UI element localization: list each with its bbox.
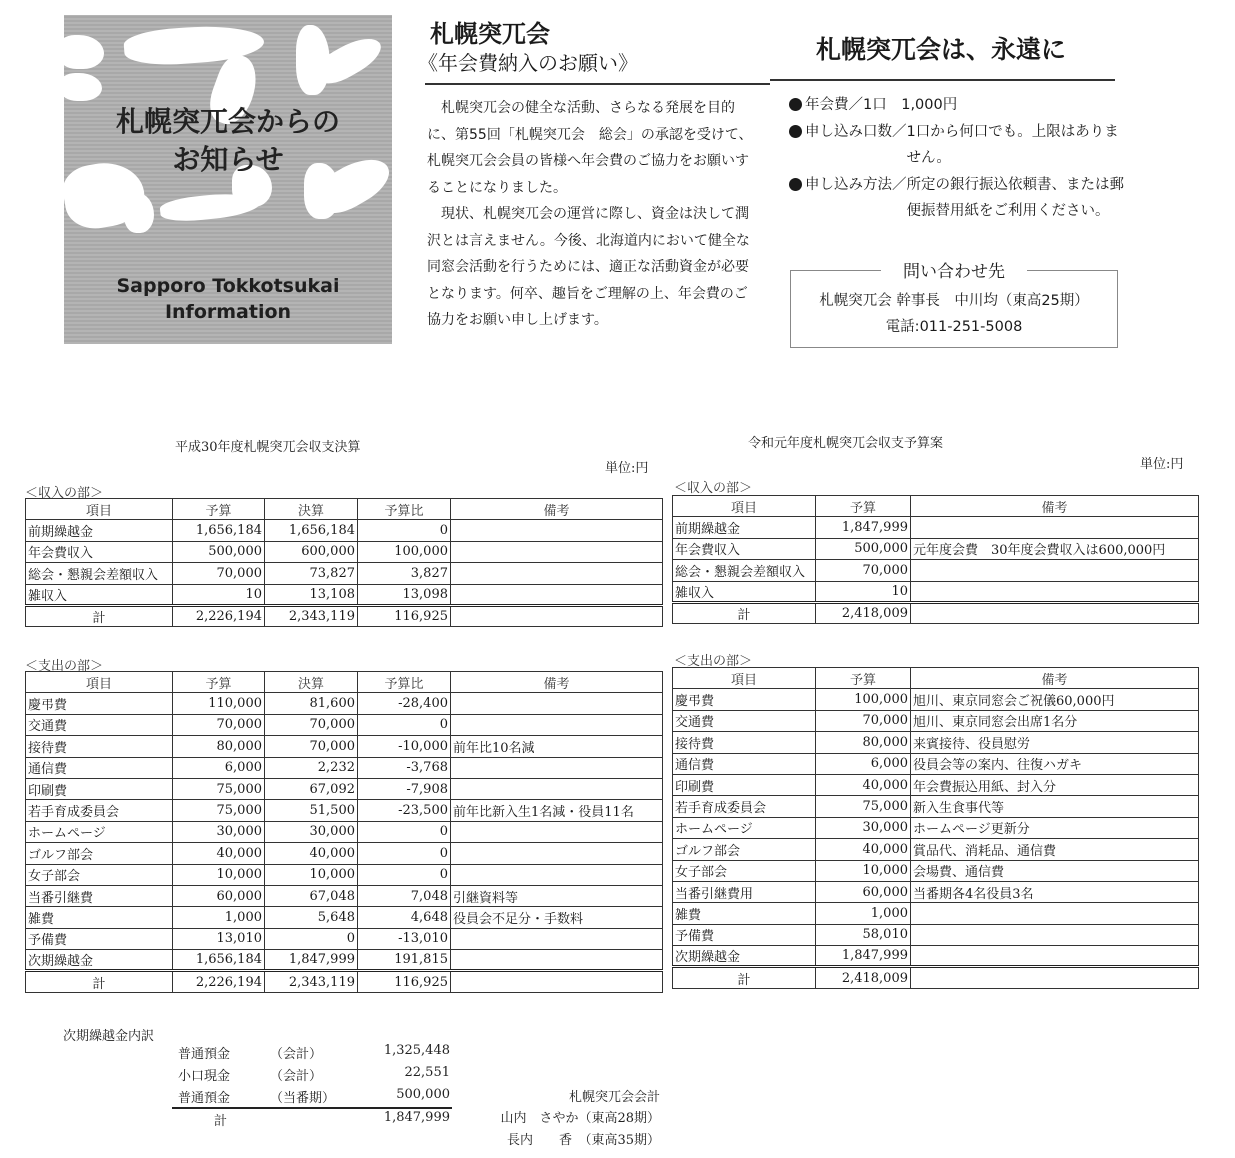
cell-actual: 40,000 <box>265 843 358 864</box>
table-row <box>673 946 1199 967</box>
cell-item: 計 <box>26 605 173 626</box>
cell-budget: 13,010 <box>173 928 265 949</box>
cell-actual: 600,000 <box>265 541 358 562</box>
table-row <box>26 541 663 562</box>
cell-budget: 6,000 <box>173 757 265 778</box>
budget-title: 令和元年度札幌突兀会収支予算案 <box>748 436 944 451</box>
table-row <box>26 885 663 906</box>
cell-note: 前年比新入生1名減・役員11名 <box>451 800 663 821</box>
notice-divider <box>425 83 770 85</box>
bullet-label: 申し込み口数／ <box>805 123 907 140</box>
cell-budget: 10 <box>173 584 265 605</box>
header-item: 項目 <box>26 672 173 693</box>
table-row <box>673 710 1199 731</box>
cell-note <box>451 778 663 799</box>
cell-note <box>911 903 1199 924</box>
cell-item: 雑費 <box>26 907 173 928</box>
table-row <box>673 903 1199 924</box>
cell-actual: 2,343,119 <box>265 971 358 992</box>
cell-actual: 51,500 <box>265 800 358 821</box>
cell-budget: 40,000 <box>816 774 911 795</box>
table-row <box>673 560 1199 581</box>
carryover-name: 普通預金 <box>178 1091 231 1106</box>
table-row <box>26 563 663 584</box>
cell-item: 雑収入 <box>673 581 816 602</box>
header-note: 備考 <box>911 496 1199 517</box>
info-divider <box>770 79 1115 81</box>
cell-item: 若手育成委員会 <box>26 800 173 821</box>
table-row <box>673 689 1199 710</box>
cell-actual: 2,232 <box>265 757 358 778</box>
cell-budget: 70,000 <box>173 714 265 735</box>
settlement-expense-label: ＜支出の部＞ <box>25 659 104 674</box>
cell-note <box>451 864 663 885</box>
cell-item: 次期繰越金 <box>673 946 816 967</box>
header-note: 備考 <box>451 499 663 520</box>
cell-budget: 80,000 <box>173 736 265 757</box>
budget-expense-label: ＜支出の部＞ <box>674 654 753 669</box>
header-diff: 予算比 <box>358 672 451 693</box>
table-header-row <box>673 668 1199 689</box>
cell-item: 接待費 <box>26 736 173 757</box>
signature-role: 札幌突兀会会計 <box>568 1090 660 1105</box>
cell-budget: 100,000 <box>816 689 911 710</box>
cell-note <box>451 714 663 735</box>
info-title: 札幌突兀会は、永遠に <box>816 35 1067 64</box>
notice-body <box>427 95 757 334</box>
cell-item: ゴルフ部会 <box>673 839 816 860</box>
cell-diff: 100,000 <box>358 541 451 562</box>
cell-budget: 1,847,999 <box>816 517 911 538</box>
cell-diff: -13,010 <box>358 928 451 949</box>
cell-note: ホームページ更新分 <box>911 817 1199 838</box>
table-row <box>673 881 1199 902</box>
table-row <box>673 517 1199 538</box>
cell-item: ホームページ <box>26 821 173 842</box>
settlement-unit: 単位:円 <box>605 461 649 476</box>
brush-stroke <box>64 35 104 69</box>
cell-budget: 60,000 <box>173 885 265 906</box>
settlement-income-label: ＜収入の部＞ <box>25 486 104 501</box>
cell-item: 通信費 <box>673 753 816 774</box>
carryover-sub: （会計） <box>270 1069 323 1084</box>
cell-note: 前年比10名減 <box>451 736 663 757</box>
cell-item: 雑費 <box>673 903 816 924</box>
carryover-name: 普通預金 <box>178 1047 231 1062</box>
table-row <box>26 693 663 714</box>
cell-actual: 67,048 <box>265 885 358 906</box>
logo-title-line2: お知らせ <box>172 143 284 176</box>
cell-actual: 70,000 <box>265 714 358 735</box>
cell-note <box>451 605 663 626</box>
contact-name: 札幌突兀会 幹事長 中川均（東高25期） <box>819 293 1089 309</box>
cell-budget: 70,000 <box>173 563 265 584</box>
table-total-row <box>673 602 1199 623</box>
cell-actual: 5,648 <box>265 907 358 928</box>
header-item: 項目 <box>673 496 816 517</box>
table-row <box>673 839 1199 860</box>
header-diff: 予算比 <box>358 499 451 520</box>
carryover-value: 500,000 <box>396 1087 450 1102</box>
cell-actual: 1,656,184 <box>265 520 358 541</box>
notice-subtitle: 《年会費納入のお願い》 <box>418 51 638 75</box>
cell-note: 会場費、通信費 <box>911 860 1199 881</box>
header-actual: 決算 <box>265 499 358 520</box>
cell-note <box>911 967 1199 988</box>
settlement-income-table <box>25 498 663 627</box>
signature-person: 山内 さやか（東高28期） <box>500 1111 660 1126</box>
bullet-icon <box>789 98 802 111</box>
bullet-label: 年会費／ <box>805 97 863 113</box>
cell-diff: 0 <box>358 843 451 864</box>
cell-diff: 0 <box>358 714 451 735</box>
cell-note: 賞品代、消耗品、通信費 <box>911 839 1199 860</box>
cell-note: 旭川、東京同窓会ご祝儀60,000円 <box>911 689 1199 710</box>
cell-item: 女子部会 <box>673 860 816 881</box>
cell-budget: 1,000 <box>173 907 265 928</box>
contact-heading-text: 問い合わせ先 <box>881 262 1027 282</box>
cell-item: ゴルフ部会 <box>26 843 173 864</box>
cell-budget: 1,656,184 <box>173 950 265 971</box>
cell-item: 女子部会 <box>26 864 173 885</box>
cell-budget: 1,000 <box>816 903 911 924</box>
cell-diff: -3,768 <box>358 757 451 778</box>
cell-note <box>911 560 1199 581</box>
bullet-item <box>789 92 1129 119</box>
table-row <box>26 864 663 885</box>
cell-budget: 1,656,184 <box>173 520 265 541</box>
cell-item: 次期繰越金 <box>26 950 173 971</box>
cell-note <box>451 541 663 562</box>
cell-item: 交通費 <box>26 714 173 735</box>
table-row <box>26 907 663 928</box>
table-row <box>26 714 663 735</box>
cell-note <box>451 563 663 584</box>
bullet-value: 所定の銀行振込依頼書、または郵便振替用紙をご利用ください。 <box>906 176 1124 219</box>
cell-budget: 70,000 <box>816 710 911 731</box>
table-row <box>673 924 1199 945</box>
cell-actual: 81,600 <box>265 693 358 714</box>
cell-item: 予備費 <box>26 928 173 949</box>
cell-budget: 75,000 <box>816 796 911 817</box>
cell-budget: 40,000 <box>173 843 265 864</box>
cell-budget: 58,010 <box>816 924 911 945</box>
cell-note <box>451 950 663 971</box>
table-row <box>26 736 663 757</box>
cell-diff: 3,827 <box>358 563 451 584</box>
brush-stroke <box>64 73 102 101</box>
cell-budget: 80,000 <box>816 732 911 753</box>
bullet-item <box>789 119 1129 172</box>
table-header-row <box>26 672 663 693</box>
carryover-total-value: 1,847,999 <box>383 1110 450 1125</box>
budget-unit: 単位:円 <box>1140 457 1184 472</box>
cell-actual: 1,847,999 <box>265 950 358 971</box>
header-note: 備考 <box>911 668 1199 689</box>
carryover-sub: （会計） <box>270 1047 323 1062</box>
cell-note: 元年度会費 30年度会費収入は600,000円 <box>911 538 1199 559</box>
cell-budget: 75,000 <box>173 800 265 821</box>
cell-note <box>911 581 1199 602</box>
cell-actual: 70,000 <box>265 736 358 757</box>
cell-note <box>451 928 663 949</box>
table-header-row <box>673 496 1199 517</box>
cell-budget: 2,226,194 <box>173 971 265 992</box>
table-row <box>673 581 1199 602</box>
notice-paragraph: 現状、札幌突兀会の運営に際し、資金は決して潤沢とは言えません。今後、北海道内において健全な同窓会活動を行うためには、適正な活動資金が必要となります。何卒、趣旨をご理解の上、年会費のご協力をお願い申し上げます。 <box>427 206 750 328</box>
cell-item: 予備費 <box>673 924 816 945</box>
header-budget: 予算 <box>173 672 265 693</box>
cell-note <box>451 843 663 864</box>
table-row <box>26 800 663 821</box>
cell-item: 印刷費 <box>26 778 173 799</box>
table-row <box>673 817 1199 838</box>
header-budget: 予算 <box>816 496 911 517</box>
cell-diff: -10,000 <box>358 736 451 757</box>
cell-item: 慶弔費 <box>673 689 816 710</box>
carryover-title: 次期繰越金内訳 <box>63 1029 155 1044</box>
bullet-icon <box>789 125 802 138</box>
cell-budget: 30,000 <box>816 817 911 838</box>
carryover-total-divider <box>172 1107 452 1109</box>
cell-item: 当番引継費 <box>26 885 173 906</box>
cell-item: 総会・懇親会差額収入 <box>26 563 173 584</box>
cell-diff: 0 <box>358 864 451 885</box>
header-budget: 予算 <box>816 668 911 689</box>
cell-diff: 7,048 <box>358 885 451 906</box>
cell-budget: 75,000 <box>173 778 265 799</box>
cell-item: 当番引継費用 <box>673 881 816 902</box>
header-note: 備考 <box>451 672 663 693</box>
cell-item: ホームページ <box>673 817 816 838</box>
logo-english-line2: Information <box>164 301 292 323</box>
logo-title <box>64 103 392 179</box>
cell-note <box>911 517 1199 538</box>
cell-note: 旭川、東京同窓会出席1名分 <box>911 710 1199 731</box>
cell-note <box>451 821 663 842</box>
table-row <box>673 796 1199 817</box>
cell-item: 交通費 <box>673 710 816 731</box>
table-row <box>26 584 663 605</box>
table-row <box>26 757 663 778</box>
cell-note: 引継資料等 <box>451 885 663 906</box>
table-row <box>26 928 663 949</box>
cell-diff: 13,098 <box>358 584 451 605</box>
cell-actual: 2,343,119 <box>265 605 358 626</box>
table-row <box>26 843 663 864</box>
carryover-total-row <box>178 1110 450 1132</box>
cell-note <box>911 924 1199 945</box>
contact-box <box>790 262 1118 348</box>
bullet-item <box>789 172 1129 225</box>
cell-item: 通信費 <box>26 757 173 778</box>
carryover-value: 22,551 <box>404 1065 450 1080</box>
header-item: 項目 <box>26 499 173 520</box>
cell-budget: 1,847,999 <box>816 946 911 967</box>
table-row <box>26 778 663 799</box>
table-row <box>673 732 1199 753</box>
cell-item: 前期繰越金 <box>673 517 816 538</box>
cell-item: 計 <box>673 602 816 623</box>
carryover-sub: （当番期） <box>270 1091 336 1106</box>
carryover-row <box>178 1065 450 1087</box>
cell-diff: -7,908 <box>358 778 451 799</box>
cell-actual: 13,108 <box>265 584 358 605</box>
info-bullets <box>789 92 1129 225</box>
cell-note <box>451 971 663 992</box>
cell-budget: 10 <box>816 581 911 602</box>
contact-phone: 電話:011-251-5008 <box>885 319 1023 335</box>
cell-diff: 116,925 <box>358 605 451 626</box>
cell-note <box>451 693 663 714</box>
cell-actual: 10,000 <box>265 864 358 885</box>
cell-note <box>911 946 1199 967</box>
cell-diff: 0 <box>358 821 451 842</box>
cell-budget: 30,000 <box>173 821 265 842</box>
table-row <box>673 774 1199 795</box>
cell-budget: 70,000 <box>816 560 911 581</box>
carryover-value: 1,325,448 <box>383 1043 450 1058</box>
table-row <box>673 753 1199 774</box>
cell-actual: 0 <box>265 928 358 949</box>
logo-english-line1: Sapporo Tokkotsukai <box>116 275 340 297</box>
signature-person: 長内 香 （東高35期） <box>506 1133 660 1148</box>
cell-item: 計 <box>673 967 816 988</box>
table-total-row <box>673 967 1199 988</box>
cell-budget: 10,000 <box>816 860 911 881</box>
notice-title: 札幌突兀会 <box>430 20 550 48</box>
bullet-value: 1口から何口でも。上限はありません。 <box>906 123 1119 166</box>
table-row <box>26 821 663 842</box>
cell-note: 当番期各4名役員3名 <box>911 881 1199 902</box>
cell-note: 役員会不足分・手数料 <box>451 907 663 928</box>
cell-budget: 60,000 <box>816 881 911 902</box>
cell-item: 年会費収入 <box>673 538 816 559</box>
table-row <box>673 860 1199 881</box>
carryover-row <box>178 1087 450 1109</box>
cell-note <box>451 584 663 605</box>
cell-actual: 73,827 <box>265 563 358 584</box>
bullet-label: 申し込み方法／ <box>805 176 907 193</box>
cell-budget: 10,000 <box>173 864 265 885</box>
cell-actual: 67,092 <box>265 778 358 799</box>
cell-diff: 4,648 <box>358 907 451 928</box>
settlement-title: 平成30年度札幌突兀会収支決算 <box>175 440 361 455</box>
cell-budget: 2,418,009 <box>816 967 911 988</box>
carryover-name: 小口現金 <box>178 1069 231 1084</box>
logo-title-line1: 札幌突兀会からの <box>115 105 340 138</box>
cell-note: 年会費振込用紙、封入分 <box>911 774 1199 795</box>
cell-note: 新入生食事代等 <box>911 796 1199 817</box>
cell-diff: 116,925 <box>358 971 451 992</box>
header-actual: 決算 <box>265 672 358 693</box>
budget-income-table <box>672 495 1199 624</box>
cell-item: 年会費収入 <box>26 541 173 562</box>
table-total-row <box>26 605 663 626</box>
cell-note <box>911 602 1199 623</box>
logo-english <box>64 273 392 325</box>
cell-note: 役員会等の案内、往復ハガキ <box>911 753 1199 774</box>
cell-diff: -23,500 <box>358 800 451 821</box>
table-row <box>26 520 663 541</box>
cell-note <box>451 757 663 778</box>
cell-budget: 500,000 <box>173 541 265 562</box>
cell-item: 前期繰越金 <box>26 520 173 541</box>
cell-item: 若手育成委員会 <box>673 796 816 817</box>
logo-banner <box>64 15 392 344</box>
cell-actual: 30,000 <box>265 821 358 842</box>
cell-diff: -28,400 <box>358 693 451 714</box>
table-total-row <box>26 971 663 992</box>
cell-item: 慶弔費 <box>26 693 173 714</box>
cell-diff: 191,815 <box>358 950 451 971</box>
cell-budget: 110,000 <box>173 693 265 714</box>
notice-paragraph: 札幌突兀会の健全な活動、さらなる発展を目的に、第55回「札幌突兀会 総会」の承認を受けて、札幌突兀会会員の皆様へ年会費のご協力をお願いすることになりました。 <box>427 100 753 196</box>
cell-note <box>451 520 663 541</box>
budget-income-label: ＜収入の部＞ <box>674 481 753 496</box>
cell-budget: 2,418,009 <box>816 602 911 623</box>
cell-note: 来賓接待、役員慰労 <box>911 732 1199 753</box>
cell-budget: 40,000 <box>816 839 911 860</box>
cell-item: 計 <box>26 971 173 992</box>
cell-budget: 500,000 <box>816 538 911 559</box>
cell-item: 接待費 <box>673 732 816 753</box>
contact-heading <box>791 257 1117 282</box>
brush-stroke <box>124 193 154 233</box>
cell-item: 雑収入 <box>26 584 173 605</box>
table-row <box>673 538 1199 559</box>
bullet-icon <box>789 178 802 191</box>
table-header-row <box>26 499 663 520</box>
cell-diff: 0 <box>358 520 451 541</box>
bullet-value: 1口 1,000円 <box>863 97 958 113</box>
cell-budget: 2,226,194 <box>173 605 265 626</box>
settlement-expense-table <box>25 671 663 993</box>
cell-item: 総会・懇親会差額収入 <box>673 560 816 581</box>
cell-item: 印刷費 <box>673 774 816 795</box>
budget-expense-table <box>672 667 1199 989</box>
carryover-total-label: 計 <box>214 1114 228 1129</box>
carryover-row <box>178 1043 450 1065</box>
header-budget: 予算 <box>173 499 265 520</box>
table-row <box>26 950 663 971</box>
header-item: 項目 <box>673 668 816 689</box>
cell-budget: 6,000 <box>816 753 911 774</box>
